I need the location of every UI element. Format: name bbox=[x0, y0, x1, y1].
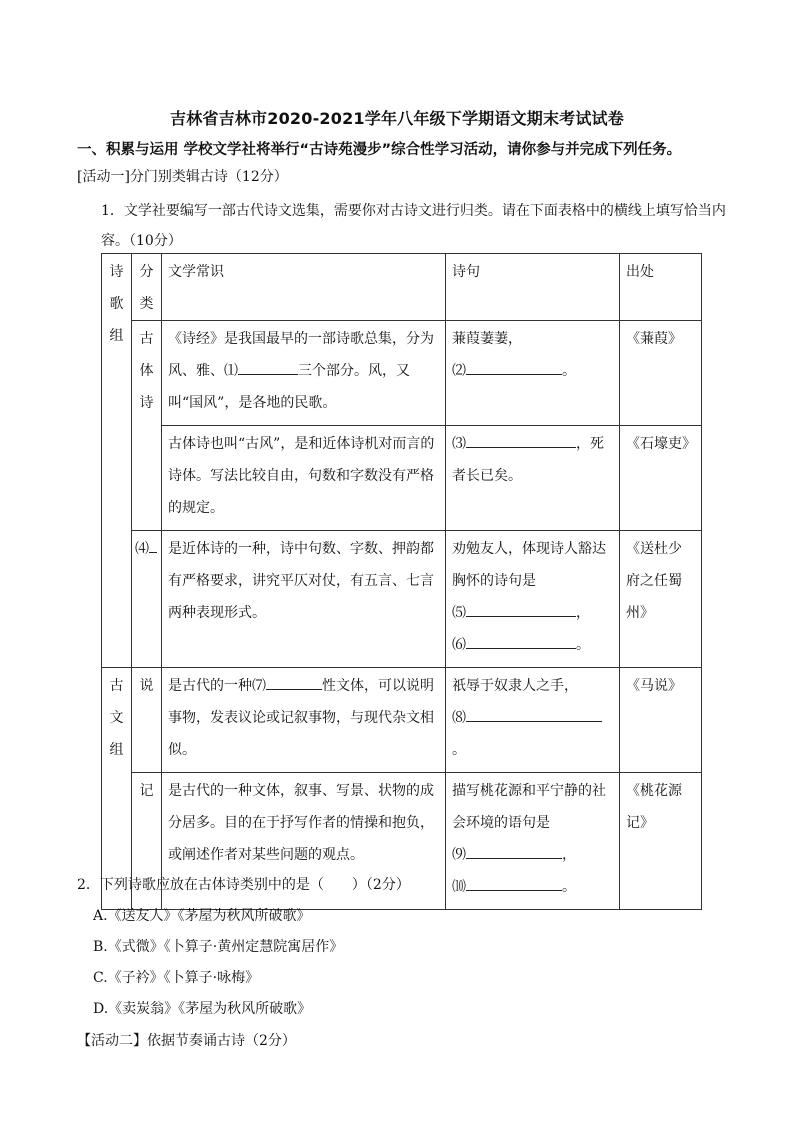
cell-text: ⑼ bbox=[452, 847, 466, 863]
vertical-char: 类 bbox=[139, 296, 154, 312]
question-1: 1．文学社要编写一部古代诗文选集，需要你对古诗文进行归类。请在下面表格中的横线上填写恰当内容。（10分） bbox=[101, 203, 726, 249]
blank-10[interactable] bbox=[466, 876, 562, 891]
table-cell bbox=[162, 668, 446, 773]
classification-table bbox=[101, 253, 702, 910]
cell-text: ⑷ bbox=[135, 541, 149, 557]
table-cell bbox=[446, 321, 620, 426]
blank-8[interactable] bbox=[466, 707, 602, 722]
header-literary: 文学常识 bbox=[162, 254, 446, 321]
page-title: 吉林省吉林市2020-2021学年八年级下学期语文期末考试试卷 bbox=[170, 109, 624, 128]
vertical-char: 体 bbox=[139, 363, 154, 379]
blank-2[interactable] bbox=[466, 360, 562, 375]
vertical-char: 古 bbox=[139, 331, 154, 347]
cell-text: ⑶ bbox=[452, 436, 466, 452]
option-b[interactable]: B.《式微》《卜算子·黄州定慧院寓居作》 bbox=[93, 939, 344, 955]
vertical-char: 歌 bbox=[109, 296, 124, 312]
category-ancient-style-label bbox=[132, 323, 161, 419]
category-ji: 记 bbox=[132, 773, 162, 910]
cell-text: 三个部分。风，又叫“国风”，是各地的民歌。 bbox=[168, 363, 410, 411]
cell-text: ，死者长已矣。 bbox=[452, 436, 604, 484]
vertical-char: 诗 bbox=[109, 264, 124, 280]
cell-text: 《诗经》是我国最早的一部诗歌总集，分为风、雅、⑴ bbox=[168, 331, 434, 379]
blank-4[interactable] bbox=[149, 538, 157, 553]
category-shuo: 说 bbox=[132, 668, 162, 773]
activity-two-heading: 【活动二】依据节奏诵古诗（2分） bbox=[77, 1033, 296, 1049]
blank-3[interactable] bbox=[466, 433, 576, 448]
table-cell: 是古代的一种文体，叙事、写景、状物的成分居多。目的在于抒写作者的情操和抱负，或阐述作者对某些问题的观点。 bbox=[162, 773, 446, 910]
cell-text: 蒹葭萋萋， bbox=[452, 331, 522, 347]
table-cell: 《送杜少府之任蜀州》 bbox=[620, 531, 702, 668]
blank-9[interactable] bbox=[466, 844, 562, 859]
header-verse: 诗句 bbox=[446, 254, 620, 321]
activity-one-heading: [活动一]分门别类辑古诗（12分） bbox=[77, 169, 288, 185]
vertical-char: 组 bbox=[109, 328, 124, 344]
table-cell bbox=[446, 531, 620, 668]
table-cell bbox=[446, 426, 620, 531]
cell-text: ⑻ bbox=[452, 710, 466, 726]
vertical-char: 诗 bbox=[139, 395, 154, 411]
cell-text: ⑽ bbox=[452, 879, 466, 895]
cell-text: 祇辱于奴隶人之手， bbox=[452, 678, 578, 694]
group-prose-label bbox=[102, 670, 131, 766]
group-poetry-cell bbox=[102, 254, 132, 668]
blank-1[interactable] bbox=[238, 360, 298, 375]
header-category bbox=[132, 254, 162, 321]
option-c[interactable]: C.《子衿》《卜算子·咏梅》 bbox=[93, 970, 260, 986]
table-cell: 是近体诗的一种，诗中句数、字数、押韵都有严格要求，讲究平仄对仗，有五言、七言两种表现形式。 bbox=[162, 531, 446, 668]
option-a[interactable]: A.《送友人》《茅屋为秋风所破歌》 bbox=[93, 908, 311, 924]
vertical-char: 文 bbox=[109, 710, 124, 726]
table-cell bbox=[446, 773, 620, 910]
cell-text: ⑵ bbox=[452, 363, 466, 379]
blank-6[interactable] bbox=[466, 634, 576, 649]
table-cell: 《石壕吏》 bbox=[620, 426, 702, 531]
cell-text: 。 bbox=[452, 742, 466, 758]
cell-text: 描写桃花源和平宁静的社会环境的语句是 bbox=[452, 783, 606, 831]
cell-text: 劝勉友人，体现诗人豁达胸怀的诗句是 bbox=[452, 541, 606, 589]
table-cell bbox=[162, 321, 446, 426]
cell-text: 。 bbox=[562, 363, 576, 379]
question-2: 2．下列诗歌应放在古体诗类别中的是（ ）（2分） bbox=[77, 877, 410, 893]
table-cell: 《桃花源记》 bbox=[620, 773, 702, 910]
option-d[interactable]: D.《卖炭翁》《茅屋为秋风所破歌》 bbox=[93, 1001, 312, 1017]
header-category-label bbox=[132, 256, 161, 320]
vertical-char: 古 bbox=[109, 678, 124, 694]
category-regulated bbox=[132, 531, 162, 668]
cell-text: ， bbox=[576, 605, 590, 621]
table-cell: 《马说》 bbox=[620, 668, 702, 773]
table-cell: 古体诗也叫“古风”，是和近体诗机对而言的诗体。写法比较自由，句数和字数没有严格的规定。 bbox=[162, 426, 446, 531]
cell-text: 是古代的一种⑺ bbox=[168, 678, 266, 694]
cell-text: ， bbox=[562, 847, 576, 863]
vertical-char: 分 bbox=[139, 264, 154, 280]
table-cell: 《蒹葭》 bbox=[620, 321, 702, 426]
section-heading: 一、积累与运用 学校文学社将举行“古诗苑漫步”综合性学习活动，请你参与并完成下列任务。 bbox=[77, 142, 682, 158]
cell-text: ⑸ bbox=[452, 605, 466, 621]
table-cell bbox=[446, 668, 620, 773]
vertical-char: 组 bbox=[109, 742, 124, 758]
cell-text: 。 bbox=[562, 879, 576, 895]
blank-7[interactable] bbox=[266, 675, 322, 690]
cell-text: 。 bbox=[576, 637, 590, 653]
blank-5[interactable] bbox=[466, 602, 576, 617]
cell-text: ⑹ bbox=[452, 637, 466, 653]
header-source: 出处 bbox=[620, 254, 702, 321]
cell-text: 性文体，可以说明事物，发表议论或记叙事物，与现代杂文相似。 bbox=[168, 678, 434, 758]
category-ancient-style bbox=[132, 321, 162, 531]
group-poetry-label bbox=[102, 256, 131, 352]
